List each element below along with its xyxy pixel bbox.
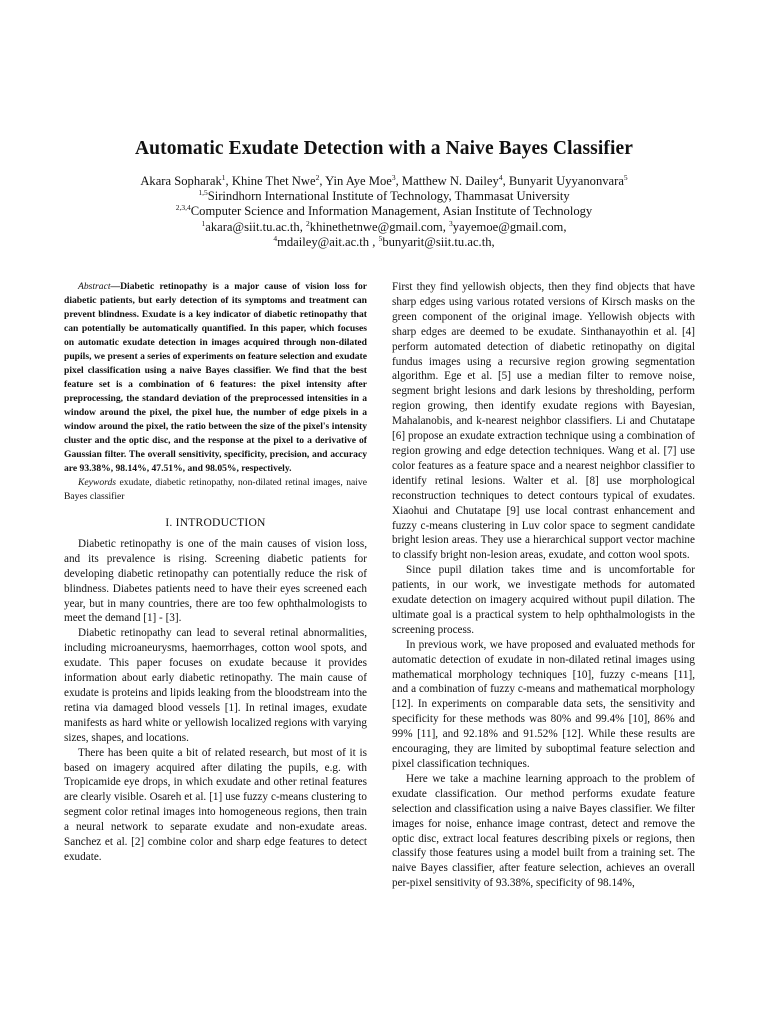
author-name: Matthew N. Dailey xyxy=(401,174,499,188)
body-paragraph: Diabetic retinopathy is one of the main causes of vision loss, and its prevalence is rising. Screening diabetic patients for developing diabetic retinopathy can potentially reduce the risk of blindness. Diabetes patients need to have their eyes screened each year, but in many countries, there are too few ophthalmologists to meet the demand [1] - [3]. xyxy=(64,537,367,625)
author-sup: 2 xyxy=(315,173,320,182)
affiliation-1-sup: 1,5 xyxy=(198,188,208,198)
body-paragraph: Here we take a machine learning approach to the problem of exudate classification. Our method performs exudate feature selection and classification using a naive Bayes classifier. We filter images for noise, enhance image contrast, detect and remove the optic disc, extract local features describing pixels or regions, then classify those features using a model built from a training set. The naive Bayes classifier, after feature selection, achieves an overall per-pixel sensitivity of 93.38%, specificity of 98.14%, xyxy=(392,772,695,890)
author-sup: 1 xyxy=(221,173,226,182)
keywords xyxy=(64,476,367,504)
author-sup: 3 xyxy=(391,173,396,182)
author-email: bunyarit@siit.tu.ac.th, xyxy=(382,234,495,249)
affiliation-1 xyxy=(60,189,708,204)
section-heading-introduction: I. INTRODUCTION xyxy=(165,516,266,529)
affiliation-2-sup: 2,3,4 xyxy=(175,203,191,213)
right-column xyxy=(392,280,695,891)
body-paragraph: Since pupil dilation takes time and is uncomfortable for patients, in our work, we investigate methods for automated exudate detection on imagery acquired without pupil dilation. The ultimate goal is a practical system to help ophthalmologists in the screening process. xyxy=(392,564,695,636)
author-block xyxy=(60,174,708,250)
affiliation-2-text: Computer Science and Information Management, Asian Institute of Technology xyxy=(190,204,593,219)
email-sup: 5 xyxy=(378,233,383,243)
email-sup: 2 xyxy=(306,218,310,228)
keywords-text: exudate, diabetic retinopathy, non-dilated retinal images, naive Bayes classifier xyxy=(64,477,367,502)
body-paragraph: There has been quite a bit of related research, but most of it is based on imagery acquired after dilating the pupils, e.g. with Tropicamide eye drops, in which exudate and other retinal features are clearly visible. Osareh et al. [1] use fuzzy c-means clustering to segment color retinal images into homogeneous regions, then train a neural network to separate exudate and non-exudate areas. Sanchez et al. [2] combine color and sharp edge features to detect exudate. xyxy=(64,746,367,863)
email-sup: 4 xyxy=(273,233,278,243)
email-sup: 3 xyxy=(449,218,453,228)
author-name: Khine Thet Nwe xyxy=(231,174,316,188)
keywords-label: Keywords xyxy=(78,477,117,488)
author-names: Akara Sopharak$^1$, Khine Thet Nwe$^2$, Yin Aye Moe$^3$, Matthew N. Dailey$^4$, Bunyarit Uyyanonvara$^5$ xyxy=(140,173,628,188)
affiliation-1-text: Sirindhorn International Institute of Technology, Thammasat University xyxy=(207,189,570,204)
author-name: Bunyarit Uyyanonvara xyxy=(508,174,624,188)
abstract-label: Abstract xyxy=(78,281,111,292)
abstract-text: —Diabetic retinopathy is a major cause of vision loss for diabetic patients, but early detection of its symptoms and treatment can prevent blindness. Exudate is a key indicator of diabetic retinopathy that can potentially be automatically quantified. In this paper, which focuses on automatic exudate detection in images acquired through non-dilated pupils, we present a series of experiments on feature selection and exudate pixel classification using a naive Bayes classifier. We find that the best feature set is a combination of 6 features: the pixel intensity after preprocessing, the standard deviation of the preprocessed intensities in a window around the pixel, the pixel hue, the number of edge pixels in a window around the pixel, the ratio between the size of the pixel's intensity cluster and the optic disc, and the response at the pixel to a derivative of Gaussian filter. The overall sensitivity, specificity, precision, and accuracy are 93.38%, 98.14%, 47.51%, and 98.05%, respectively. xyxy=(64,281,367,474)
author-sup: 5 xyxy=(623,173,628,182)
email-sup: 1 xyxy=(201,218,206,228)
author-emails-line-2 xyxy=(60,235,708,250)
body-paragraph: Diabetic retinopathy can lead to several retinal abnormalities, including microaneurysms, haemorrhages, cotton wool spots, and exudate. This paper focuses on exudate because it provides information about early diabetic retinopathy. The main cause of exudate is proteins and lipids leaking from the bloodstream into the retina via damaged blood vessels [1]. In retinal images, exudate manifests as hard white or yellowish localized regions with varying sizes, shapes, and locations. xyxy=(64,627,367,744)
left-column xyxy=(64,280,367,865)
author-sup: 4 xyxy=(498,173,503,182)
affiliation-2 xyxy=(60,204,708,219)
author-email: mdailey@ait.ac.th , xyxy=(277,234,379,249)
abstract xyxy=(64,280,367,476)
body-paragraph: First they find yellowish objects, then they find objects that have sharp edges using various rotated versions of Kirsch masks on the green component of the original image. Yellowish objects with sharp edges are deemed to be exudate. Sinthanayothin et al. [4] perform automated detection of diabetic retinopathy on digital fundus images using a recursive region growing segmentation algorithm. Ege et al. [5] use a median filter to remove noise, segment bright lesions and dark lesions by thresholding, perform region growing, then identify exudate regions with Bayesian, Mahalanobis, and k-nearest neighbor classifiers. Li and Chutatape [6] propose an exudate extraction technique using a combination of region growing and edge detection techniques. Wang et al. [7] use color features as a feature space and a nearest neighbor classifier to identify retinal lesions. Walter et al. [8] use morphological reconstruction techniques to detect contours typical of exudates. Xiaohui and Chutatape [9] use local contrast enhancement and fuzzy c-means clustering in Luv color space to segment candidate bright lesion areas. They use a hierarchical support vector machine to classify bright non-lesion areas, exudate, and cotton wool spots. xyxy=(392,281,695,562)
body-paragraph: In previous work, we have proposed and evaluated methods for automatic detection of exudate in non-dilated retinal images using mathematical morphology techniques [10], fuzzy c-means [11], and a combination of fuzzy c-means and mathematical morphology [12]. In experiments on comparable data sets, the sensitivity and specificity for these methods was 80% and 99.4% [10], 86% and 99% [11], and 92.18% and 91.52% [12]. While these results are encouraging, they are limited by suboptimal feature selection and pixel classification techniques. xyxy=(392,638,695,770)
paper-title: Automatic Exudate Detection with a Naive Bayes Classifier xyxy=(134,138,633,159)
author-name: Yin Aye Moe xyxy=(325,174,392,188)
author-email: akara@siit.tu.ac.th, xyxy=(205,219,307,234)
author-emails-line-1 xyxy=(60,220,708,235)
author-email: yayemoe@gmail.com, xyxy=(452,219,567,234)
author-email: khinethetnwe@gmail.com, xyxy=(309,219,450,234)
author-name: Akara Sopharak xyxy=(140,174,222,188)
